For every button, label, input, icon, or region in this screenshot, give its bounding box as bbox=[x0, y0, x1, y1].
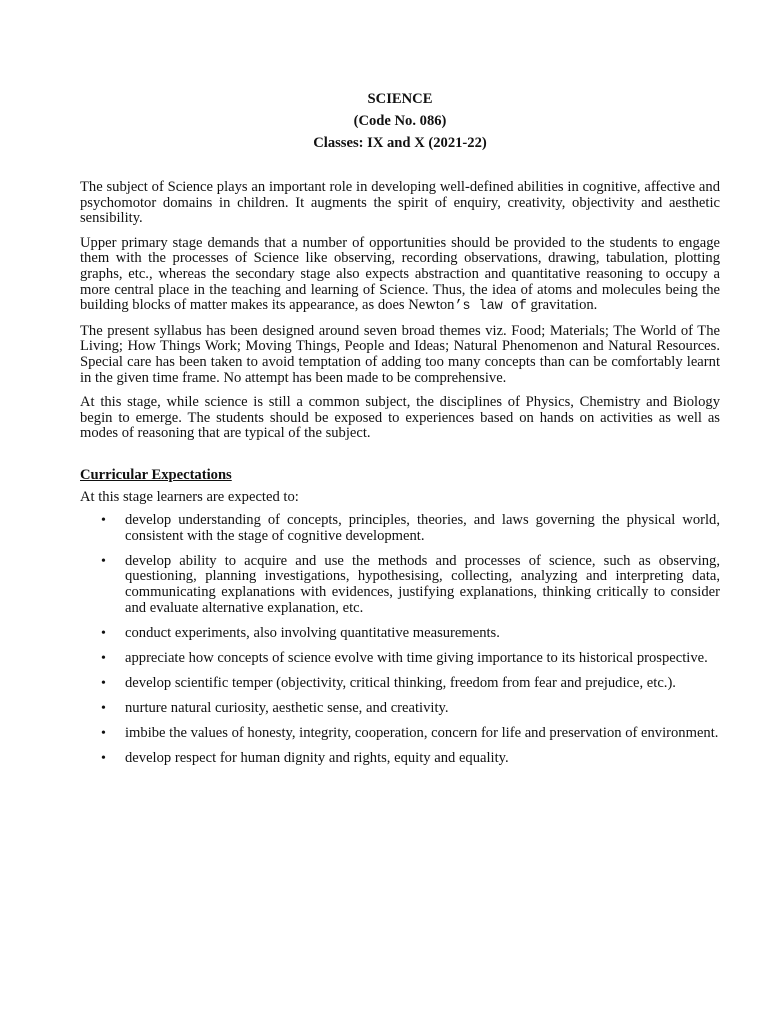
list-item bbox=[80, 751, 720, 767]
list-item bbox=[80, 701, 720, 717]
bullet-icon: • bbox=[101, 700, 106, 716]
list-item-text: nurture natural curiosity, aesthetic sense, and creativity. bbox=[125, 699, 449, 716]
bullet-icon: • bbox=[101, 513, 106, 529]
bullet-icon: • bbox=[101, 751, 106, 767]
subject-title: SCIENCE bbox=[367, 91, 433, 107]
curricular-list bbox=[80, 513, 720, 767]
paragraph-stages-text: Upper primary stage demands that a number of opportunities should be provided to the students to engage them with the processes of Science like observing, recording observations, drawing, tabulation, plotting graphs, etc., whereas the secondary stage also expects abstraction and quantitative reasoning to occupy a more central place in the teaching and learning of Science. Thus, the idea of atoms and molecules being the building blocks of matter makes its appearance, as does Newton bbox=[80, 234, 720, 314]
list-item-text: develop respect for human dignity and rights, equity and equality. bbox=[125, 750, 509, 767]
list-item bbox=[80, 513, 720, 544]
bullet-icon: • bbox=[101, 675, 106, 691]
paragraph-disciplines: At this stage, while science is still a common subject, the disciplines of Physics, Chemistry and Biology begin to emerge. The students should be exposed to experiences based on hands on activities as well as modes of reasoning that are typical of the subject. bbox=[80, 394, 720, 442]
list-item bbox=[80, 626, 720, 642]
paragraph-stages bbox=[80, 236, 720, 315]
bullet-icon: • bbox=[101, 553, 106, 569]
section-title-curricular: Curricular Expectations bbox=[80, 466, 232, 483]
list-item-text: conduct experiments, also involving quantitative measurements. bbox=[125, 624, 500, 641]
document-page bbox=[80, 88, 720, 776]
list-item bbox=[80, 651, 720, 667]
list-item-text: develop understanding of concepts, principles, theories, and laws governing the physical world, consistent with the stage of cognitive development. bbox=[125, 512, 720, 544]
list-item bbox=[80, 726, 720, 742]
classes-line: Classes: IX and X (2021-22) bbox=[313, 135, 487, 151]
list-item bbox=[80, 554, 720, 616]
list-item-text: develop scientific temper (objectivity, critical thinking, freedom from fear and prejudice, etc.). bbox=[125, 674, 676, 691]
bullet-icon: • bbox=[101, 726, 106, 742]
paragraph-themes: The present syllabus has been designed around seven broad themes viz. Food; Materials; The World of The Living; How Things Work; Moving Things, People and Ideas; Natural Phenomenon and Natural Resources. Special care has been taken to avoid temptation of adding too many concepts than can be comfortably learnt in the given time frame. No attempt has been made to be comprehensive. bbox=[80, 322, 720, 386]
list-item-text: appreciate how concepts of science evolve with time giving importance to its historical prospective. bbox=[125, 649, 708, 666]
paragraph-stages-end: gravitation. bbox=[526, 297, 598, 314]
bullet-icon: • bbox=[101, 625, 106, 641]
list-item-text: imbibe the values of honesty, integrity, cooperation, concern for life and preservation of environment. bbox=[125, 725, 719, 742]
bullet-icon: • bbox=[101, 650, 106, 666]
subject-code: (Code No. 086) bbox=[353, 113, 447, 129]
list-item bbox=[80, 676, 720, 692]
paragraph-intro: The subject of Science plays an important role in developing well-defined abilities in cognitive, affective and psychomotor domains in children. It augments the spirit of enquiry, creativity, objectivity and aesthetic sensibility. bbox=[80, 179, 720, 227]
paragraph-stages-mono: ’s law of bbox=[454, 299, 527, 315]
list-item-text: develop ability to acquire and use the methods and processes of science, such as observing, questioning, planning investigations, hypothesising, collecting, analyzing and interpreting data, communicating explanations with evidences, justifying explanations, thinking critically to consider and evaluate alternative explanation, etc. bbox=[125, 552, 720, 616]
curricular-lead: At this stage learners are expected to: bbox=[80, 488, 299, 505]
document-heading bbox=[80, 88, 720, 154]
